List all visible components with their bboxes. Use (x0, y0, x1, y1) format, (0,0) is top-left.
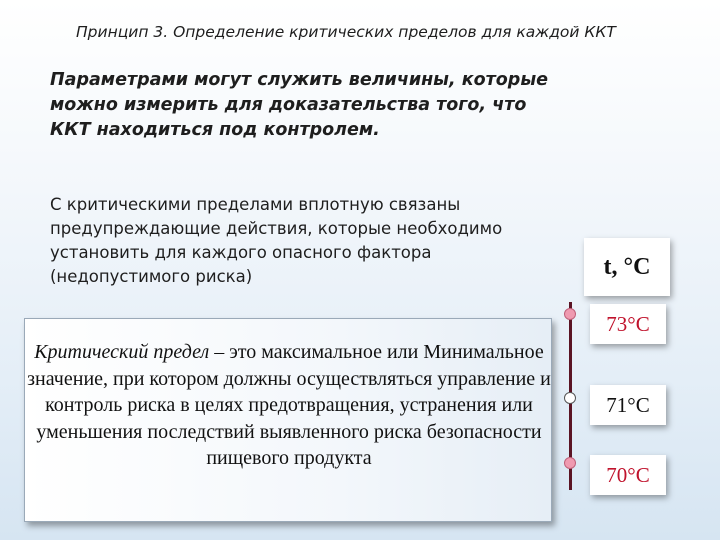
limit-value-71: 71°C (590, 385, 666, 425)
scale-marker-70 (564, 457, 576, 469)
limit-value-73: 73°C (590, 304, 666, 344)
limit-value-70: 70°C (590, 455, 666, 495)
parameters-paragraph: Параметрами могут служить величины, которые можно измерить для доказательства того, что ККТ находиться под контролем. (50, 70, 549, 140)
definition-text (25, 339, 553, 472)
definition-box (24, 318, 552, 522)
slide-title: Принцип 3. Определение критических пределов для каждой ККТ (76, 23, 616, 41)
definition-term: Критический предел (34, 341, 210, 363)
definition-body: – это максимальное или Минимальное значение, при котором должны осуществляться управление и контроль риска в целях предотвращения, устранения или уменьшения последствий выявленного риска безопасности пищевого продукта (27, 341, 551, 469)
scale-marker-71 (564, 392, 576, 404)
scale-marker-73 (564, 308, 576, 320)
preventive-actions-paragraph: С критическими пределами вплотную связаны предупреждающие действия, которые необходимо установить для каждого опасного фактора (недопустимого риска) (50, 195, 503, 286)
temperature-header-box: t, °C (584, 238, 670, 296)
